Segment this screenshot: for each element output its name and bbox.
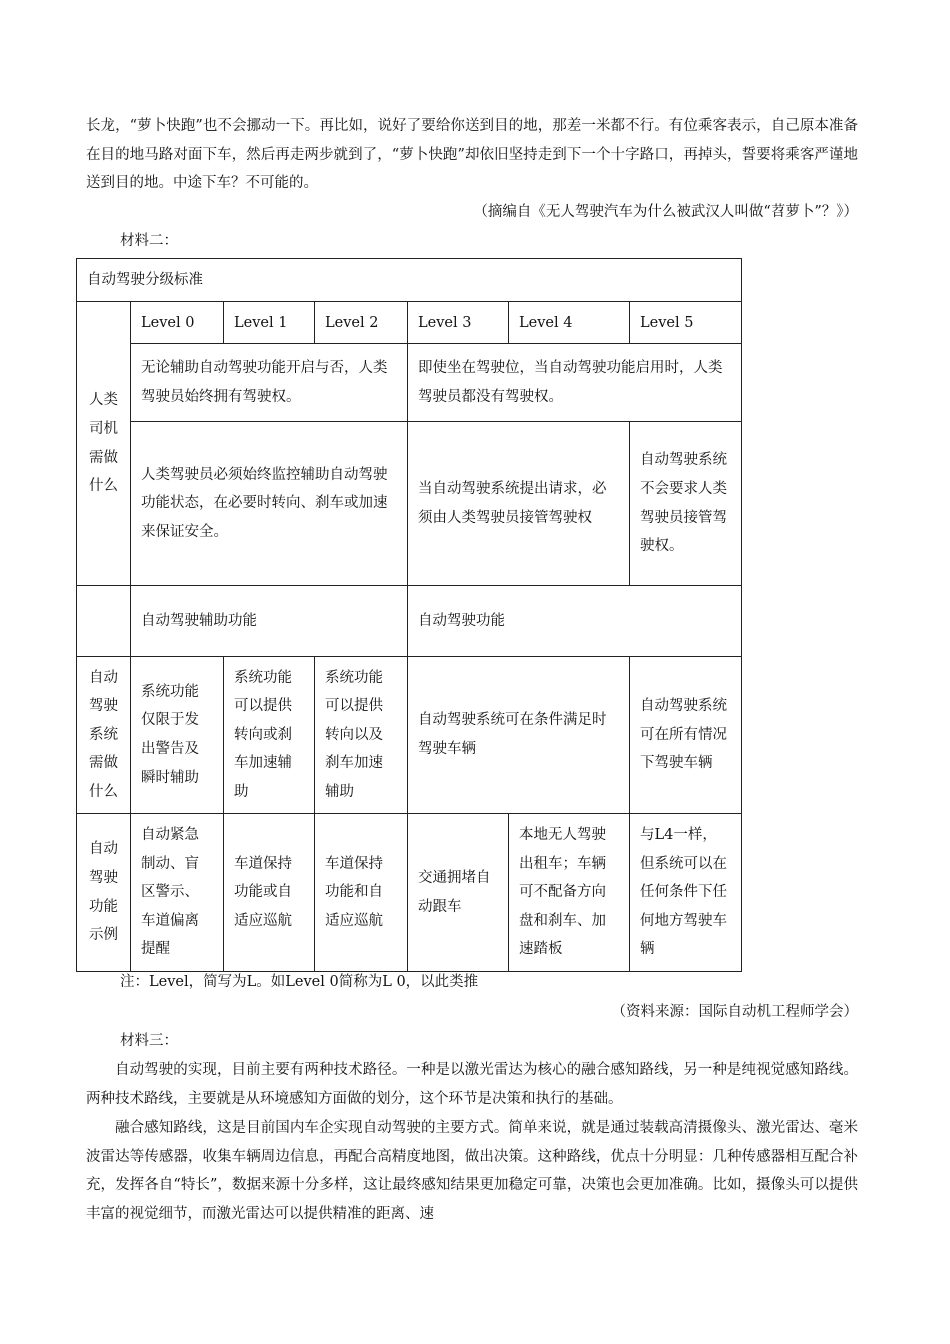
level-2-header: Level 2 [315, 302, 408, 344]
intro-paragraph: 长龙，“萝卜快跑”也不会挪动一下。再比如，说好了要给你送到目的地，那差一米都不行。有位乘客表示，自己原本准备在目的地马路对面下车，然后再走两步就到了，“萝卜快跑”却依旧坚持走到下一个十字路口，再掉头，誓要将乘客严谨地送到目的地。中途下车？不可能的。 [86, 118, 858, 192]
row-header-human: 人类司机需做什么 [77, 302, 131, 586]
example-l5: 与L4一样，但系统可以在任何条件下任何地方驾驶车辆 [630, 814, 742, 972]
table-title: 自动驾驶分级标准 [77, 259, 742, 302]
category-assist: 自动驾驶辅助功能 [131, 586, 408, 657]
material-2-label: 材料二： [120, 233, 178, 249]
level-0-header: Level 0 [131, 302, 224, 344]
human-monitor-l0-l2: 人类驾驶员必须始终监控辅助自动驾驶功能状态，在必要时转向、刹车或加速来保证安全。 [131, 422, 408, 586]
example-l0: 自动紧急制动、盲区警示、车道偏离提醒 [131, 814, 224, 972]
category-empty-cell [77, 586, 131, 657]
row-header-system: 自动驾驶系统需做什么 [77, 657, 131, 814]
source-citation-1: （摘编自《无人驾驶汽车为什么被武汉人叫做“苕萝卜”？》） [473, 204, 858, 220]
example-l3: 交通拥堵自动跟车 [408, 814, 509, 972]
material-3-paragraph-1: 自动驾驶的实现，目前主要有两种技术路径。一种是以激光雷达为核心的融合感知路线，另一种是纯视觉感知路线。两种技术路线，主要就是从环境感知方面做的划分，这个环节是决策和执行的基础。 [86, 1062, 858, 1107]
row-header-example: 自动驾驶功能示例 [77, 814, 131, 972]
human-control-l3-l5: 即使坐在驾驶位，当自动驾驶功能启用时，人类驾驶员都没有驾驶权。 [408, 344, 742, 422]
system-l5: 自动驾驶系统可在所有情况下驾驶车辆 [630, 657, 742, 814]
material-3-label: 材料三： [120, 1033, 178, 1049]
level-5-header: Level 5 [630, 302, 742, 344]
system-l0: 系统功能仅限于发出警告及瞬时辅助 [131, 657, 224, 814]
material-3-paragraph-2: 融合感知路线，这是目前国内车企实现自动驾驶的主要方式。简单来说，就是通过装载高清摄像头、激光雷达、毫米波雷达等传感器，收集车辆周边信息，再配合高精度地图，做出决策。这种路线，优点十分明显：几种传感器相互配合补充，发挥各自“特长”，数据来源十分多样，这让最终感知结果更加稳定可靠，决策也会更加准确。比如，摄像头可以提供丰富的视觉细节，而激光雷达可以提供精准的距离、速 [86, 1120, 858, 1222]
example-l4: 本地无人驾驶出租车；车辆可不配备方向盘和刹车、加速踏板 [509, 814, 630, 972]
category-autonomous: 自动驾驶功能 [408, 586, 742, 657]
system-l1: 系统功能可以提供转向或刹车加速辅助 [224, 657, 315, 814]
human-none-l5: 自动驾驶系统不会要求人类驾驶员接管驾驶权。 [630, 422, 742, 586]
table-note: 注：Level，简写为L。如Level 0简称为L 0，以此类推 [120, 974, 479, 990]
system-l3-l4: 自动驾驶系统可在条件满足时驾驶车辆 [408, 657, 630, 814]
level-3-header: Level 3 [408, 302, 509, 344]
example-l1: 车道保持功能或自适应巡航 [224, 814, 315, 972]
human-control-l0-l2: 无论辅助自动驾驶功能开启与否，人类驾驶员始终拥有驾驶权。 [131, 344, 408, 422]
level-4-header: Level 4 [509, 302, 630, 344]
system-l2: 系统功能可以提供转向以及刹车加速辅助 [315, 657, 408, 814]
human-takeover-l3-l4: 当自动驾驶系统提出请求，必须由人类驾驶员接管驾驶权 [408, 422, 630, 586]
level-1-header: Level 1 [224, 302, 315, 344]
source-citation-2: （资料来源：国际自动机工程师学会） [611, 1004, 858, 1020]
autonomy-level-table [76, 258, 742, 972]
example-l2: 车道保持功能和自适应巡航 [315, 814, 408, 972]
